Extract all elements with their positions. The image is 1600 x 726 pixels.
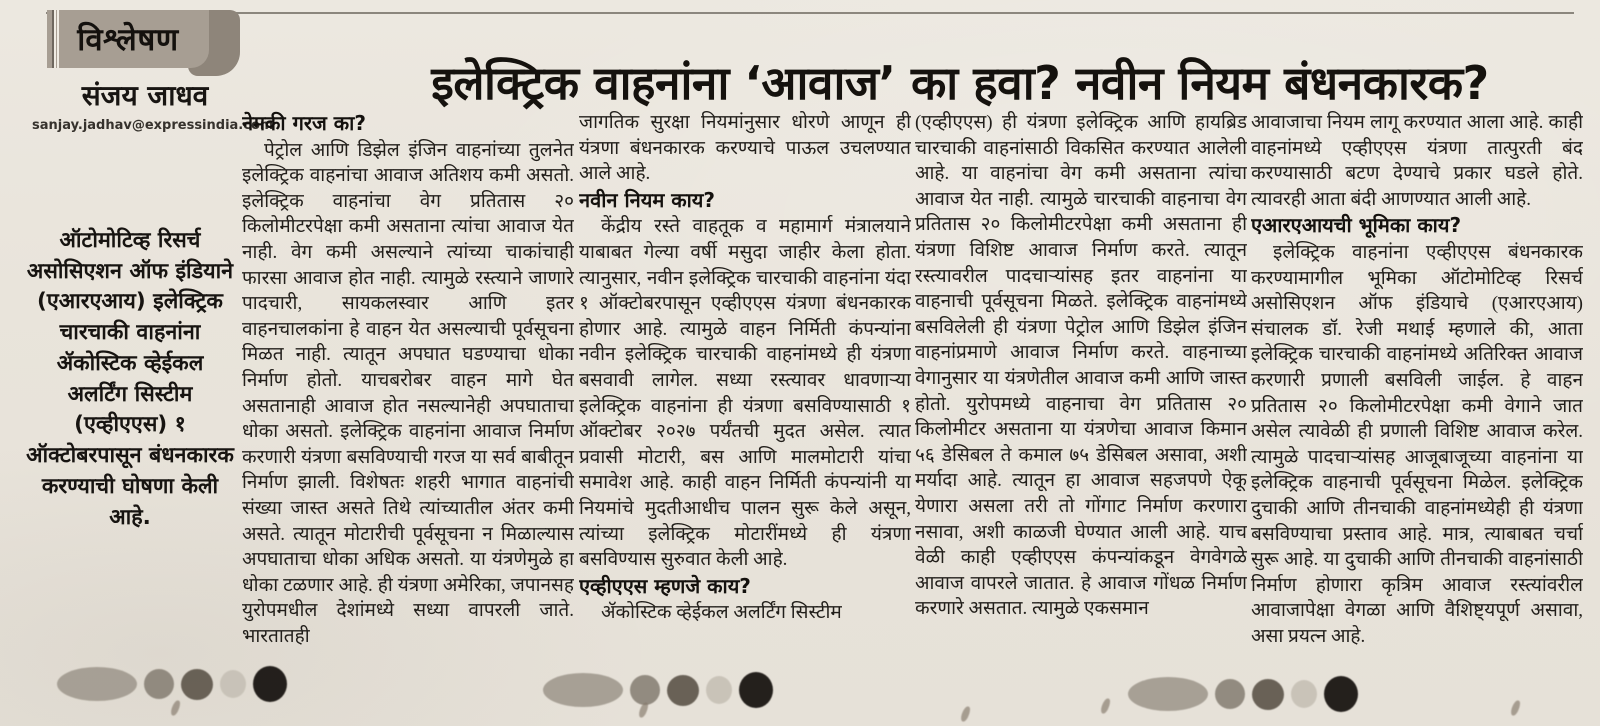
ink-blot: [144, 669, 174, 699]
badge-label: विश्लेषण: [77, 22, 179, 58]
ink-blot-group: [543, 672, 773, 708]
top-rule: [46, 12, 1574, 14]
body-column-2: [579, 110, 911, 672]
headline: इलेक्ट्रिक वाहनांना ‘आवाज’ का हवा? नवीन नियम बंधनकारक?: [431, 55, 1489, 110]
body-column-4: [1251, 110, 1583, 672]
body-paragraph: केंद्रीय रस्ते वाहतूक व महामार्ग मंत्रालयाने याबाबत गेल्या वर्षी मसुदा जाहीर केला होता. त्यानुसार, नवीन इलेक्ट्रिक चारचाकी वाहनांना यंदा १ ऑक्टोबरपासून एव्हीएएस यंत्रणा बंधनकारक होणार आहे. त्यामुळे वाहन निर्मिती कंपन्यांना नवीन इलेक्ट्रिक चारचाकी वाहनांमध्ये ही यंत्रणा बसवावी लागेल. सध्या रस्त्यावर धावणाऱ्या इलेक्ट्रिक वाहनांना ही यंत्रणा बसविण्यासाठी १ ऑक्टोबर २०२७ पर्यंतची मुदत असेल. त्यात प्रवासी मोटारी, बस आणि मालमोटारी यांचा समावेश आहे. काही वाहन निर्मिती कंपन्यांनी या नियमांचे मुदतीआधीच पालन सुरू केले असून, त्यांच्या इलेक्ट्रिक मोटारींमध्ये ही यंत्रणा बसविण्यास सुरुवात केली आहे.: [579, 216, 911, 571]
author-name: संजय जाधव: [81, 79, 209, 112]
ink-blot: [57, 667, 137, 701]
author-email: sanjay.jadhav@expressindia.com: [32, 118, 274, 133]
body-paragraph: पेट्रोल आणि डिझेल इंजिन वाहनांच्या तुलनेत इलेक्ट्रिक वाहनांचा आवाज अतिशय कमी असतो. इलेक्ट्रिक वाहनांचा वेग प्रतितास २० किलोमीटरपेक्षा कमी असताना त्यांचा आवाज येत नाही. वेग कमी असल्याने त्यांच्या चाकांचाही फारसा आवाज होत नाही. त्यामुळे रस्त्याने जाणारे पादचारी, सायकलस्वार आणि इतर वाहनचालकांना हे वाहन येत असल्याची पूर्वसूचना मिळत नाही. त्यातून अपघात घडण्याचा धोका निर्माण होतो. याचबरोबर वाहन मागे घेत असतानाही आवाज होत नसल्यानेही अपघाताचा धोका असतो. इलेक्ट्रिक वाहनांना आवाज निर्माण करणारी यंत्रणा बसविण्याची गरज या सर्व बाबीतून निर्माण झाली. विशेषतः शहरी भागात वाहनांची संख्या जास्त असते तिथे त्यांच्यातील अंतर कमी असते. त्यातून मोटारीची पूर्वसूचना न मिळाल्यास अपघाताचा धोका अधिक असतो. या यंत्रणेमुळे हा धोका टळणार आहे. ही यंत्रणा अमेरिका, जपानसह युरोपमधील देशांमध्ये सध्या वापरली जाते. भारतातही: [242, 139, 574, 647]
body-paragraph: जागतिक सुरक्षा नियमांनुसार धोरणे आणून ही यंत्रणा बंधनकारक करण्याचे पाऊल उचलण्यात आले आहे.: [579, 112, 911, 185]
ink-blot: [706, 676, 732, 704]
ink-blot: [1215, 679, 1245, 709]
section-heading: नेमकी गरज का?: [242, 111, 366, 135]
ink-blot: [1291, 680, 1317, 708]
ink-blot-group: [1128, 676, 1358, 712]
ink-blot: [630, 675, 660, 705]
ink-blot: [220, 670, 246, 698]
section-heading: नवीन नियम काय?: [579, 187, 716, 212]
paper-crease-mark: [1100, 697, 1112, 714]
ink-blot: [181, 669, 213, 700]
ink-blot: [543, 673, 623, 707]
body-column-1: [242, 110, 574, 672]
ink-blot: [739, 672, 773, 708]
body-paragraph: आवाजाचा नियम लागू करण्यात आला आहे. काही वाहनांमध्ये एव्हीएएस यंत्रणा तात्पुरती बंद करण्यासाठी बटण देण्याचे प्रकार घडले होते. त्यावरही आता बंदी आणण्यात आली आहे.: [1251, 112, 1583, 210]
analysis-badge: [47, 10, 209, 68]
ink-blot: [1324, 676, 1358, 712]
ink-blot-group: [57, 666, 287, 702]
ink-blot: [253, 666, 287, 702]
body-column-3: [915, 110, 1247, 672]
paper-crease-mark: [960, 705, 972, 722]
ink-blot: [1252, 679, 1284, 710]
body-paragraph: ॲकोस्टिक व्हेईकल अलर्टिंग सिस्टीम: [601, 602, 842, 624]
badge-stripes: [52, 10, 60, 68]
body-paragraph: (एव्हीएएस) ही यंत्रणा इलेक्ट्रिक आणि हायब्रिड चारचाकी वाहनांसाठी विकसित करण्यात आलेली आहे. या वाहनांचा वेग कमी असताना त्यांचा आवाज येत नाही. त्यामुळे चारचाकी वाहनाचा वेग प्रतितास २० किलोमीटरपेक्षा कमी असताना ही यंत्रणा विशिष्ट आवाज निर्माण करते. त्यातून रस्त्यावरील पादचाऱ्यांसह इतर वाहनांना या वाहनाची पूर्वसूचना मिळते. इलेक्ट्रिक वाहनांमध्ये बसविलेली ही यंत्रणा पेट्रोल आणि डिझेल इंजिन वाहनांप्रमाणे आवाज निर्माण करते. वाहनाच्या वेगानुसार या यंत्रणेतील आवाज कमी आणि जास्त होतो. युरोपमध्ये वाहनाचा वेग प्रतितास २० किलोमीटर असताना या यंत्रणेचा आवाज किमान ५६ डेसिबल ते कमाल ७५ डेसिबल असावा, अशी मर्यादा आहे. त्यातून हा आवाज सहजपणे ऐकू येणारा असला तरी तो गोंगाट निर्माण करणारा नसावा, अशी काळजी घेण्यात आली आहे. याच वेळी काही एव्हीएएस कंपन्यांकडून वेगवेगळे आवाज वापरले जातात. हे आवाज गोंधळ निर्माण करणारे असतात. त्यामुळे एकसमान: [915, 112, 1247, 620]
section-heading: एव्हीएएस म्हणजे काय?: [579, 573, 751, 598]
ink-blot: [667, 675, 699, 706]
body-paragraph: इलेक्ट्रिक वाहनांना एव्हीएएस बंधनकारक करण्यामागील भूमिका ऑटोमोटिव्ह रिसर्च असोसिएशन ऑफ इंडियाचे (एआरएआय) संचालक डॉ. रेजी मथाई म्हणाले की, आता इलेक्ट्रिक चारचाकी वाहनांमध्ये अतिरिक्त आवाज करणारी प्रणाली बसविली जाईल. हे वाहन प्रतितास २० किलोमीटरपेक्षा कमी वेगाने जात असेल त्यावेळी ही प्रणाली विशिष्ट आवाज करेल. त्यामुळे पादचाऱ्यांसह आजूबाजूच्या वाहनांना या इलेक्ट्रिक वाहनाची पूर्वसूचना मिळेल. इलेक्ट्रिक दुचाकी आणि तीनचाकी वाहनांमध्येही ही यंत्रणा बसविण्याचा प्रस्ताव आहे. मात्र, त्याबाबत चर्चा सुरू आहे. या दुचाकी आणि तीनचाकी वाहनांसाठी निर्माण होणारा कृत्रिम आवाज रस्त्यांवरील आवाजापेक्षा वेगळा आणि वैशिष्ट्यपूर्ण असावा, असा प्रयत्न आहे.: [1251, 241, 1583, 647]
section-heading: एआरएआयची भूमिका काय?: [1251, 213, 1462, 238]
standfirst-deck: ऑटोमोटिव्ह रिसर्च असोसिएशन ऑफ इंडियाने (एआरएआय) इलेक्ट्रिक चारचाकी वाहनांना ॲकोस्टिक व्हेईकल अलर्टिंग सिस्टीम (एव्हीएएस) १ ऑक्टोबरपासून बंधनकारक करण्याची घोषणा केली आहे.: [26, 228, 234, 530]
ink-blot: [1128, 677, 1208, 711]
paper-crease-mark: [1510, 699, 1522, 716]
